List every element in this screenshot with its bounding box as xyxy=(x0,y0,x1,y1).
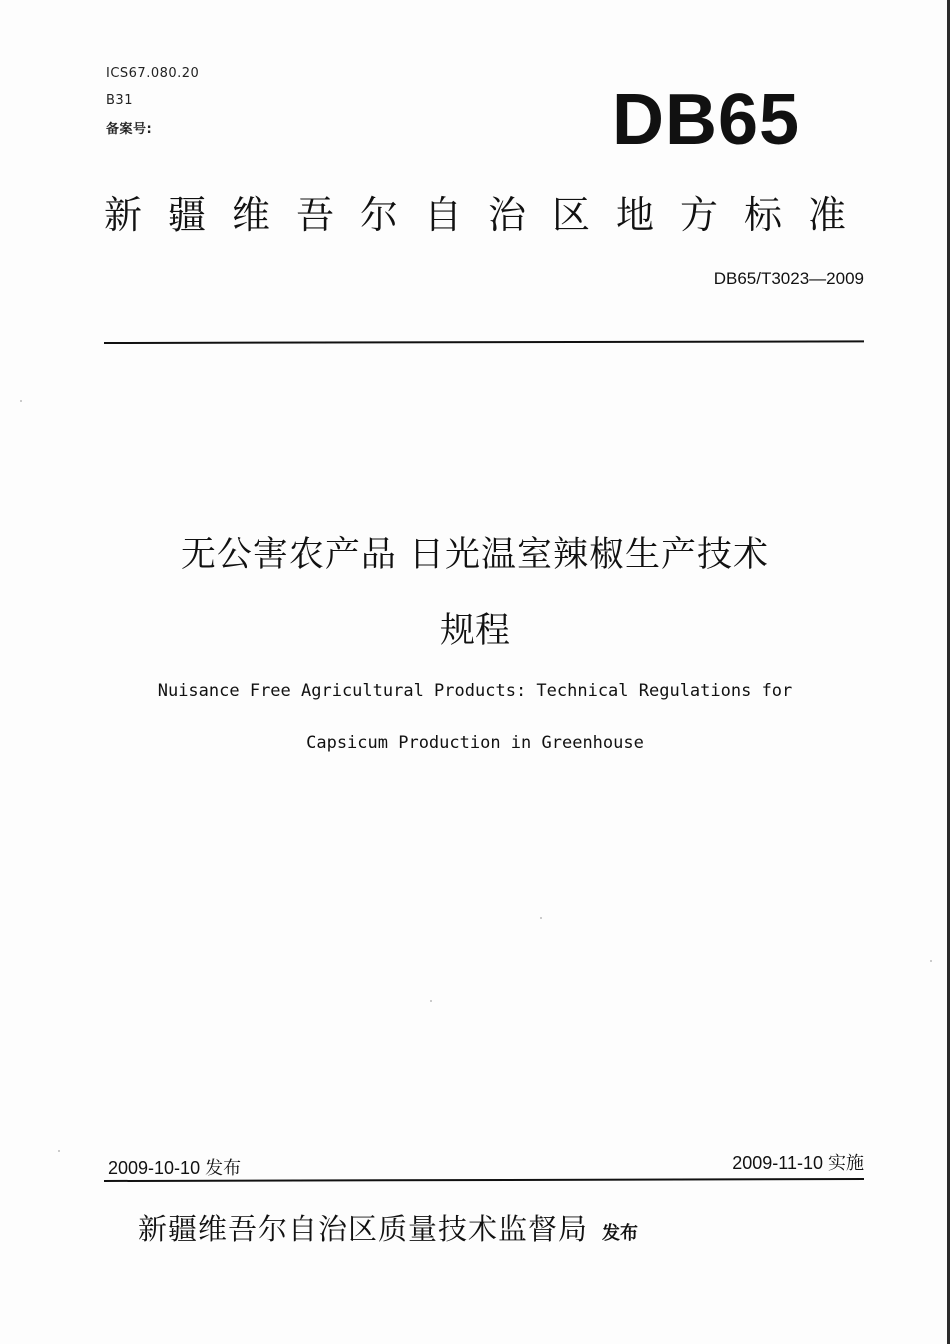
ccs-code: B31 xyxy=(106,93,133,108)
scan-speck xyxy=(20,400,22,402)
standard-code: DB65/T3023—2009 xyxy=(713,269,864,288)
english-title-line-2: Capsicum Production in Greenhouse xyxy=(306,733,644,753)
chinese-title-line-1: 无公害农产品 日光温室辣椒生产技术 xyxy=(180,535,770,575)
standard-logo: DB65 xyxy=(612,80,801,160)
ics-code: ICS67.080.20 xyxy=(106,66,200,81)
issuer-name: 新疆维吾尔自治区质量技术监督局 xyxy=(138,1212,589,1246)
standard-category-title: 新疆维吾尔自治区地方标准 xyxy=(104,193,873,237)
scan-speck xyxy=(430,1000,432,1002)
filing-number-label: 备案号: xyxy=(106,122,153,137)
effective-date: 2009-11-10 实施 xyxy=(732,1153,864,1173)
issuer-suffix: 发布 xyxy=(602,1223,639,1244)
header-divider xyxy=(104,340,864,344)
scan-speck xyxy=(930,960,932,962)
scan-speck xyxy=(540,917,542,919)
issue-date: 2009-10-10 发布 xyxy=(108,1158,242,1178)
english-title-line-1: Nuisance Free Agricultural Products: Technical Regulations for xyxy=(157,681,793,701)
chinese-title-line-2: 规程 xyxy=(439,611,510,651)
scan-speck xyxy=(58,1150,60,1152)
issuing-authority xyxy=(138,1206,638,1257)
